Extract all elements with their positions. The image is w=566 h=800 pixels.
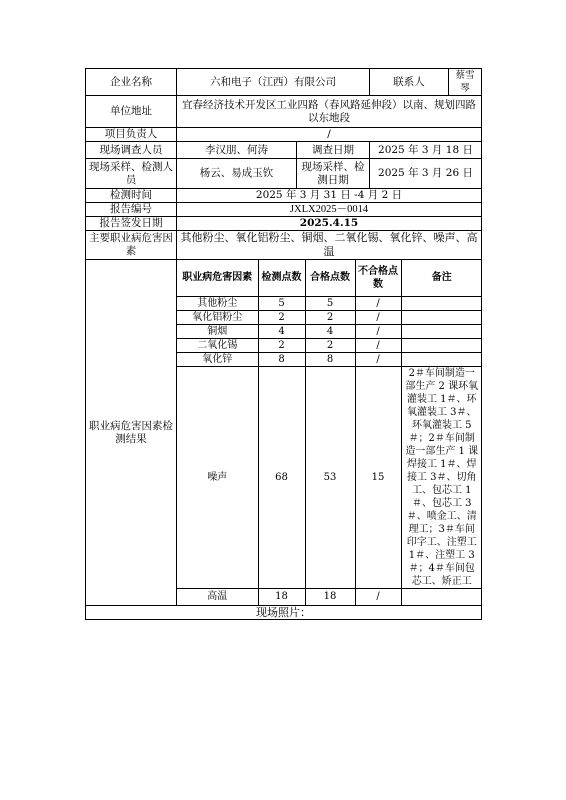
- qualified-cell: 18: [305, 588, 355, 605]
- note-cell: [401, 296, 482, 310]
- results-header-row: [177, 260, 482, 296]
- qualified-cell: 2: [305, 310, 355, 324]
- factor-cell: 二氧化锡: [177, 338, 258, 352]
- table-row: [177, 366, 482, 588]
- tested-cell: 68: [258, 366, 305, 588]
- results-table: [177, 260, 482, 605]
- row-company: [86, 69, 482, 96]
- project-lead-label: 项目负责人: [86, 128, 177, 142]
- contact-value: 蔡雪琴: [449, 69, 482, 96]
- survey-date-label: 调查日期: [297, 142, 370, 159]
- row-survey: [86, 142, 482, 159]
- note-cell: [401, 338, 482, 352]
- unqualified-cell: /: [355, 352, 401, 366]
- row-sampling: [86, 159, 482, 189]
- table-row: [177, 588, 482, 605]
- table-row: [177, 310, 482, 324]
- row-address: [86, 96, 482, 128]
- survey-value: 李汉朋、何涛: [177, 142, 297, 159]
- header-factor: 职业病危害因素: [177, 260, 258, 296]
- note-cell: [401, 310, 482, 324]
- qualified-cell: 53: [305, 366, 355, 588]
- header-note: 备注: [401, 260, 482, 296]
- tested-cell: 2: [258, 338, 305, 352]
- unqualified-cell: 15: [355, 366, 401, 588]
- unqualified-cell: /: [355, 296, 401, 310]
- hazards-label: 主要职业病危害因素: [86, 231, 177, 260]
- test-time-value: 2025 年 3 月 31 日 -4 月 2 日: [177, 189, 482, 203]
- company-value: 六和电子（江西）有限公司: [177, 69, 370, 96]
- row-test-time: [86, 189, 482, 203]
- qualified-cell: 8: [305, 352, 355, 366]
- contact-label: 联系人: [370, 69, 449, 96]
- unqualified-cell: /: [355, 588, 401, 605]
- note-cell: 2＃车间制造一部生产 2 课环氧灌装工 1＃、环氧灌装工 3＃、环氧灌装工 5＃；2＃车间制造一部生产 1 课焊接工 1＃、焊接工 3＃、切角工、包芯工 1＃、包芯工 3＃、喷金工、清理工；3＃车间印字工、注塑工 1＃、注塑工 3＃；4＃车间包芯工、矫正工: [401, 366, 482, 588]
- photos-label: 现场照片：: [86, 606, 482, 620]
- row-results: [86, 260, 482, 606]
- row-project-lead: [86, 128, 482, 142]
- sampling-date-label: 现场采样、检测日期: [297, 159, 370, 189]
- results-cell: [177, 260, 482, 606]
- report-no-label: 报告编号: [86, 203, 177, 217]
- factor-cell: 铜烟: [177, 324, 258, 338]
- issue-date-label: 报告签发日期: [86, 217, 177, 231]
- results-label: 职业病危害因素检测结果: [86, 260, 177, 606]
- note-cell: [401, 324, 482, 338]
- issue-date-value: 2025.4.15: [177, 217, 482, 231]
- tested-cell: 2: [258, 310, 305, 324]
- note-cell: [401, 352, 482, 366]
- factor-cell: 高温: [177, 588, 258, 605]
- header-qualified: 合格点数: [305, 260, 355, 296]
- company-label: 企业名称: [86, 69, 177, 96]
- table-row: [177, 352, 482, 366]
- note-cell: [401, 588, 482, 605]
- row-hazards: [86, 231, 482, 260]
- project-lead-value: /: [177, 128, 482, 142]
- header-tested: 检测点数: [258, 260, 305, 296]
- factor-cell: 氧化锌: [177, 352, 258, 366]
- sampling-label: 现场采样、检测人员: [86, 159, 177, 189]
- table-row: [177, 338, 482, 352]
- qualified-cell: 4: [305, 324, 355, 338]
- qualified-cell: 5: [305, 296, 355, 310]
- factor-cell: 其他粉尘: [177, 296, 258, 310]
- row-photos: [86, 606, 482, 620]
- sampling-value: 杨云、易成玉钦: [177, 159, 297, 189]
- unqualified-cell: /: [355, 310, 401, 324]
- factor-cell: 氧化铝粉尘: [177, 310, 258, 324]
- header-unqualified: 不合格点数: [355, 260, 401, 296]
- survey-date-value: 2025 年 3 月 18 日: [370, 142, 482, 159]
- tested-cell: 18: [258, 588, 305, 605]
- table-row: [177, 296, 482, 310]
- factor-cell: 噪声: [177, 366, 258, 588]
- row-report-no: [86, 203, 482, 217]
- qualified-cell: 2: [305, 338, 355, 352]
- tested-cell: 4: [258, 324, 305, 338]
- unqualified-cell: /: [355, 338, 401, 352]
- address-label: 单位地址: [86, 96, 177, 128]
- row-issue-date: [86, 217, 482, 231]
- report-table: [85, 68, 482, 620]
- tested-cell: 8: [258, 352, 305, 366]
- survey-label: 现场调查人员: [86, 142, 177, 159]
- address-value: 宜春经济技术开发区工业四路（春风路延伸段）以南、规划四路以东地段: [177, 96, 482, 128]
- table-row: [177, 324, 482, 338]
- report-no-value: JXLX2025－0014: [177, 203, 482, 217]
- sampling-date-value: 2025 年 3 月 26 日: [370, 159, 482, 189]
- hazards-value: 其他粉尘、氧化铝粉尘、铜烟、二氧化锡、氧化锌、噪声、高温: [177, 231, 482, 260]
- unqualified-cell: /: [355, 324, 401, 338]
- tested-cell: 5: [258, 296, 305, 310]
- test-time-label: 检测时间: [86, 189, 177, 203]
